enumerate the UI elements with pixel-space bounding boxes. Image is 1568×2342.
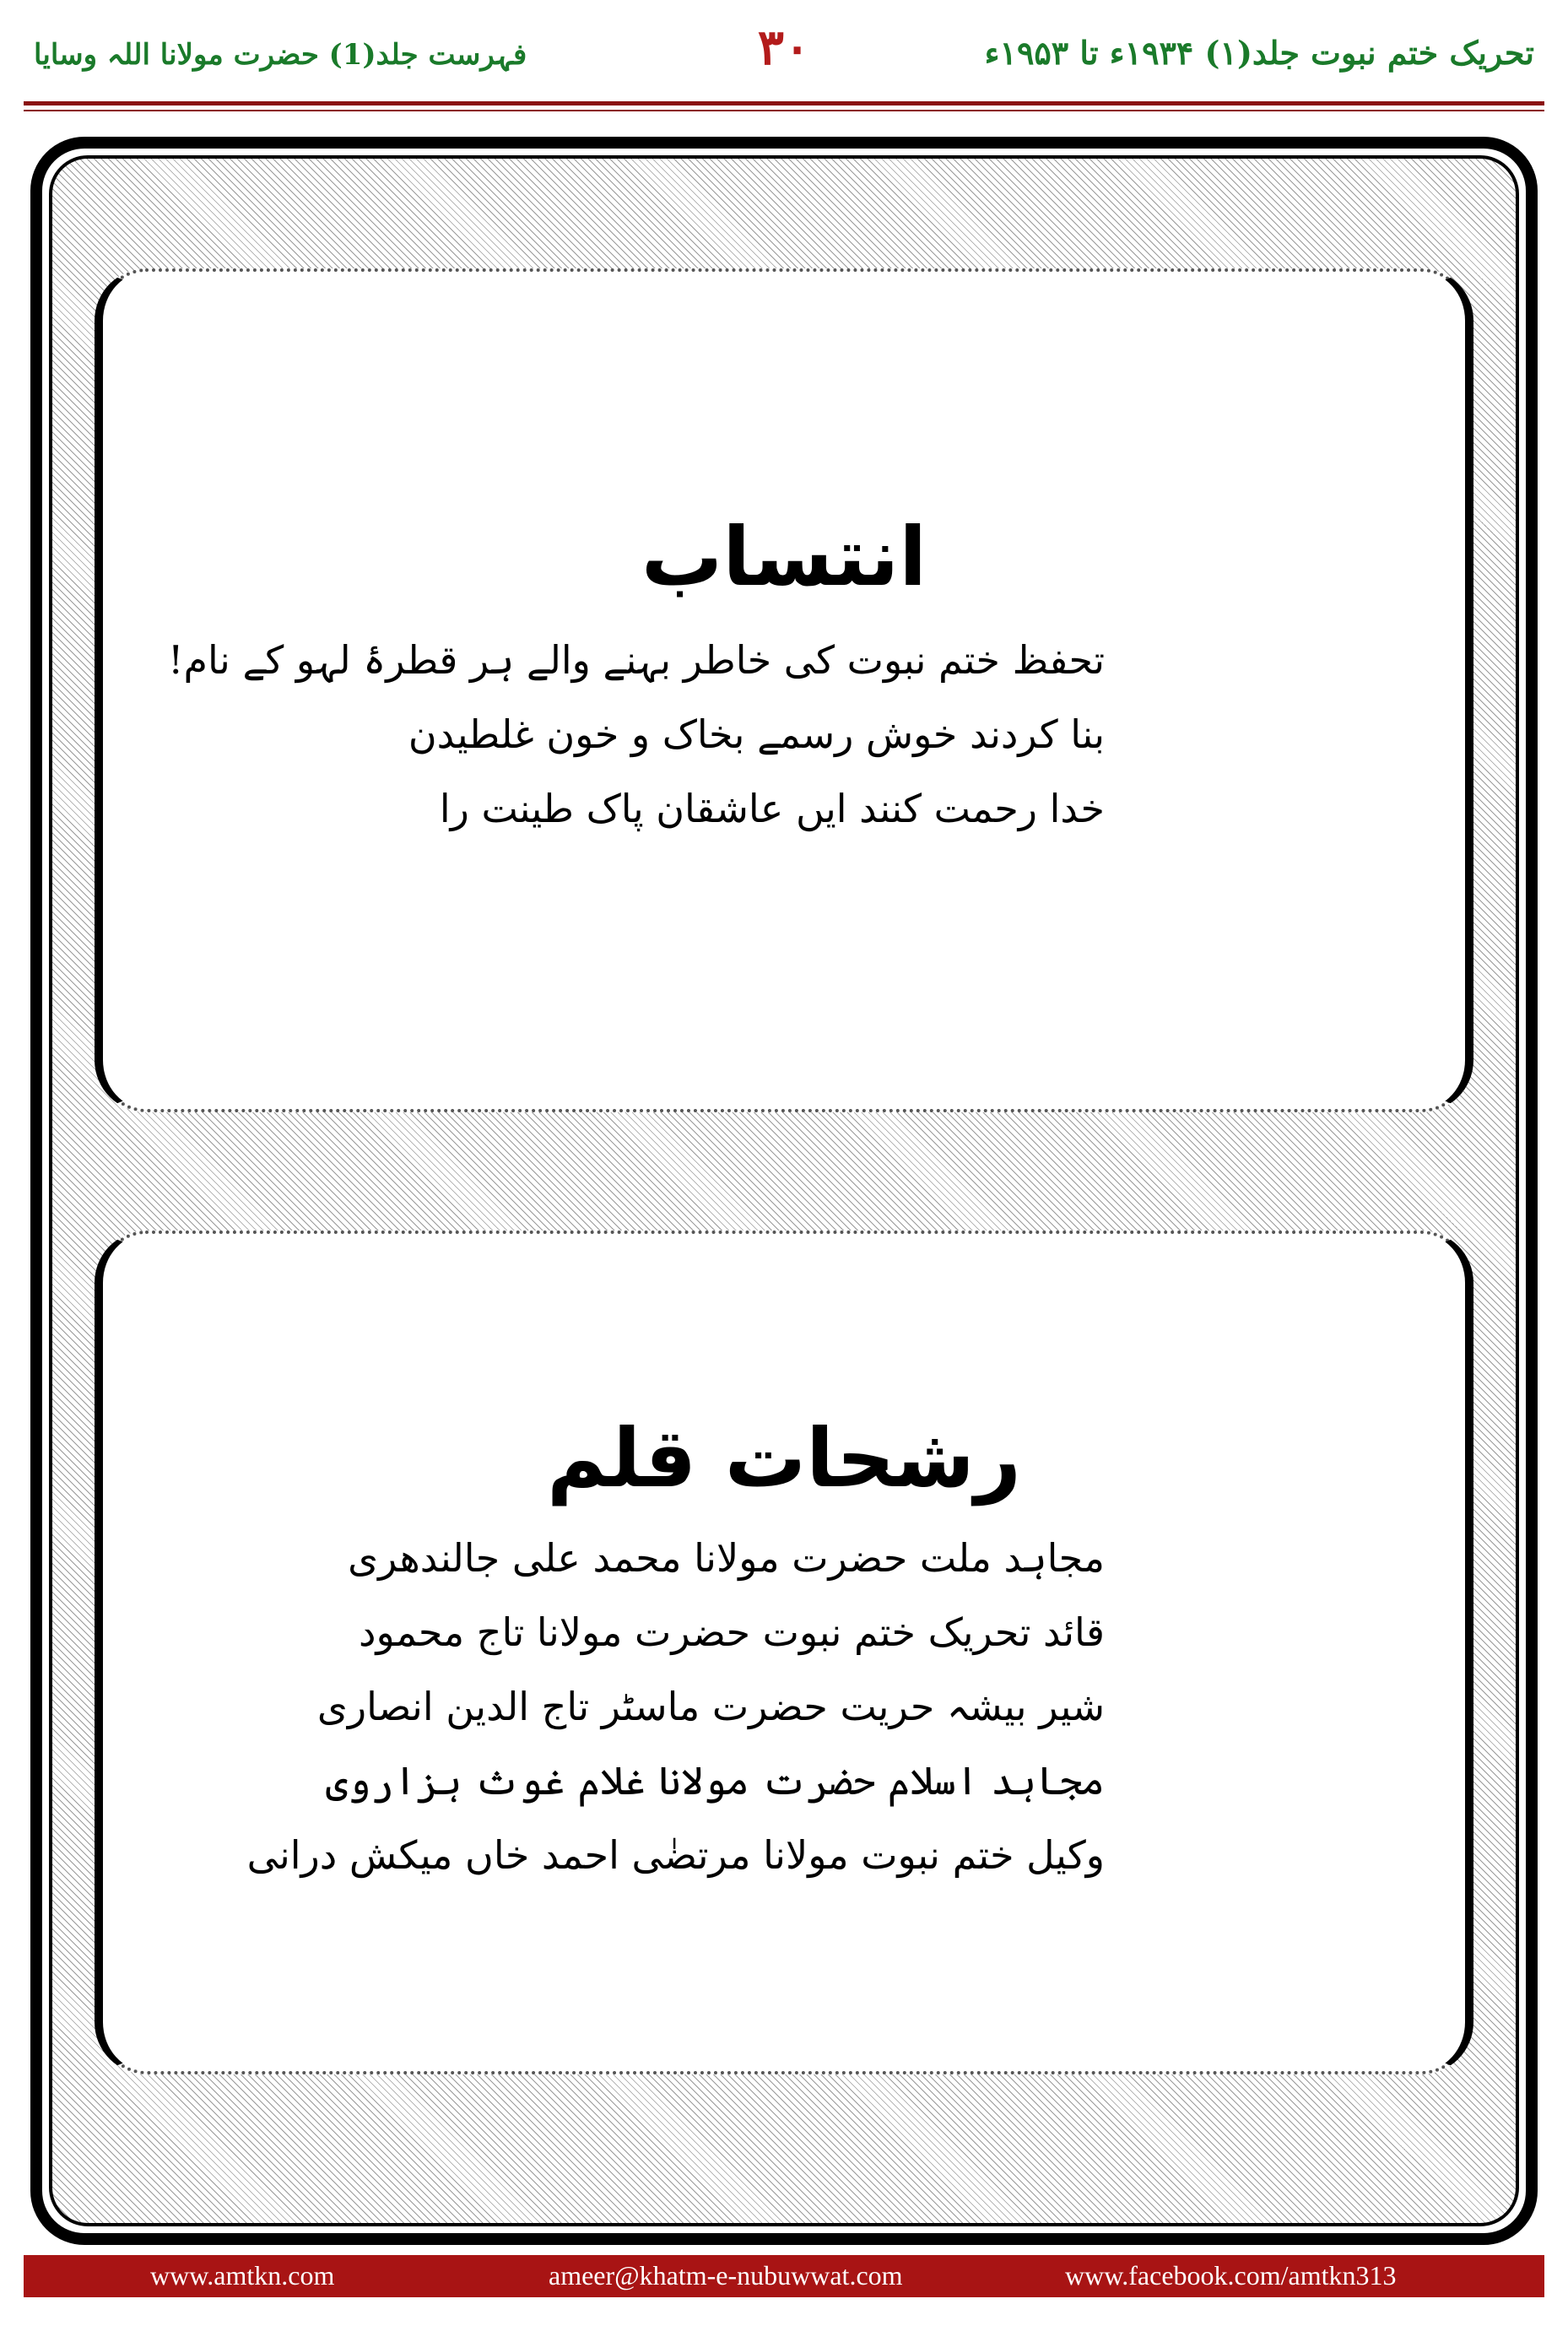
dedication-line: تحفظ ختم نبوت کی خاطر بہنے والے ہر قطرۂ لہو کے نام! (168, 637, 1105, 683)
dedication-lines (103, 623, 1465, 846)
contributor-line: شیر بیشہ حریت حضرت ماسٹر تاج الدین انصاری (316, 1684, 1105, 1729)
rashhat-lines (103, 1521, 1465, 1892)
dedication-title: انتساب (641, 510, 927, 604)
contributor-line: مجاہد اسلام حضرت مولانا غلام غوث ہزاروی (325, 1758, 1105, 1804)
rashhat-panel (95, 1230, 1473, 2074)
dedication-panel (95, 268, 1473, 1112)
page-number: ۳۰ (757, 19, 811, 76)
website-link[interactable]: www.amtkn.com (150, 2260, 335, 2291)
contributor-line: مجاہد ملت حضرت مولانا محمد علی جالندھری (348, 1535, 1105, 1581)
facebook-link[interactable]: www.facebook.com/amtkn313 (1065, 2260, 1397, 2291)
header-rule (24, 101, 1544, 105)
contributor-line: وکیل ختم نبوت مولانا مرتضٰی احمد خاں میکش درانی (246, 1832, 1105, 1878)
contributor-line: قائد تحریک ختم نبوت حضرت مولانا تاج محمود (359, 1609, 1105, 1655)
rashhat-title: رشحات قلم (546, 1411, 1022, 1506)
dedication-line: بنا کردند خوش رسمے بخاک و خون غلطیدن (408, 711, 1105, 757)
header-rule-thin (24, 110, 1544, 111)
page-header (0, 0, 1568, 118)
index-title: فہرست جلد(1) حضرت مولانا اللہ وسایا (34, 38, 527, 72)
dedication-line: خدا رحمت کنند ایں عاشقان پاک طینت را (439, 786, 1105, 831)
book-title: تحریک ختم نبوت جلد(۱) ۱۹۳۴ء تا ۱۹۵۳ء (984, 34, 1534, 72)
email-link[interactable]: ameer@khatm-e-nubuwwat.com (549, 2260, 903, 2291)
